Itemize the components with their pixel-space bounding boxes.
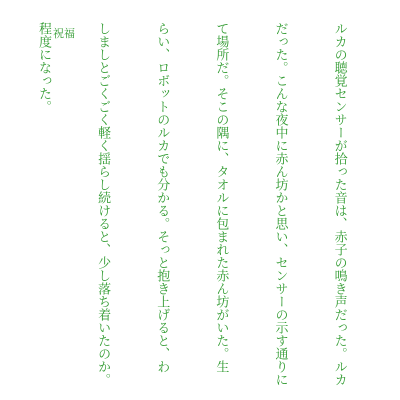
text-column: しましとごくごく軽く揺らし続けると、少し落ち着いたのか。 [95, 22, 111, 386]
text-column: て場所だ。そこの隅に、タオルに包まれた赤ん坊がいた。生 [213, 22, 229, 373]
text-column: だった。こんな夜中に赤ん坊かと思い、センサーの示す通りに [272, 22, 288, 386]
novel-body-text [0, 22, 388, 398]
text-column: ルカの聴覚センサーが拾った音は、赤子の鳴き声だった。ルカ [331, 22, 347, 386]
chapter-title: 祝福 [53, 27, 75, 40]
text-column: 程度になった。 [36, 22, 52, 113]
text-column: らい、ロボットのルカでも分かる。そっと抱き上げると、わ [154, 22, 170, 373]
